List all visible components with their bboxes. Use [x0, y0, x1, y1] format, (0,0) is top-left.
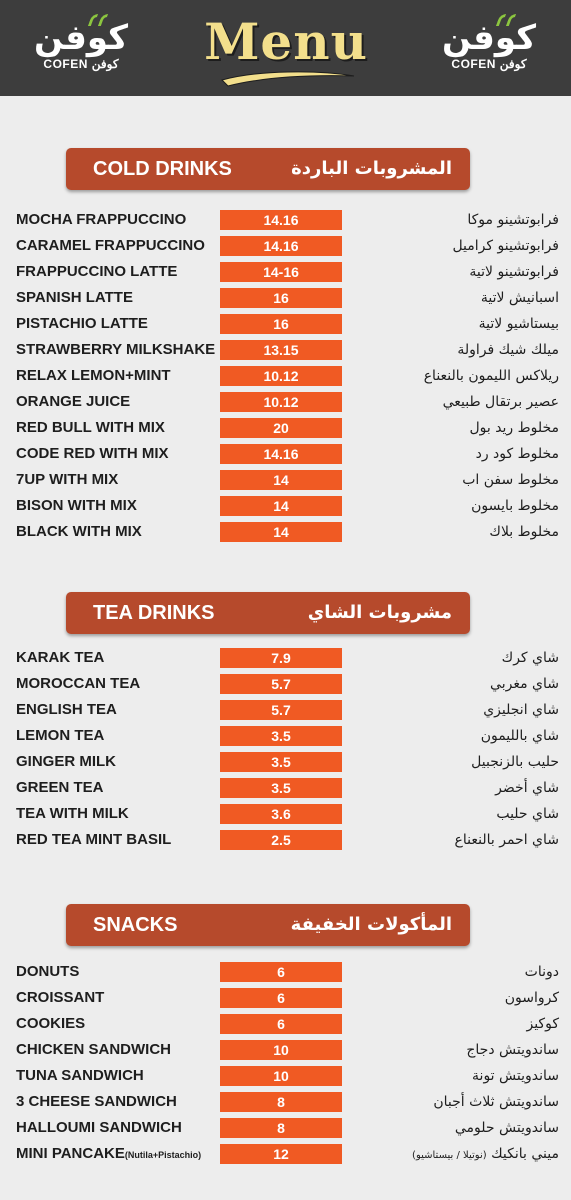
item-name — [16, 724, 104, 748]
item-name-ar — [471, 750, 559, 774]
item-name-ar-text: فرابوتشينو موكا — [467, 212, 559, 228]
item-name-ar-text: اسبانيش لاتية — [480, 290, 559, 306]
item-name-text: MOROCCAN TEA — [16, 675, 141, 692]
item-price: 14 — [220, 522, 342, 542]
item-name-ar — [467, 208, 559, 232]
item-name-text: COOKIES — [16, 1015, 86, 1032]
menu-item — [0, 750, 571, 774]
item-name — [16, 1064, 144, 1088]
menu-item — [0, 1064, 571, 1088]
menu-item — [0, 234, 571, 258]
item-name-text: GREEN TEA — [16, 779, 104, 796]
item-price: 16 — [220, 288, 342, 308]
item-name — [16, 416, 165, 440]
item-price: 14 — [220, 496, 342, 516]
item-name-ar-text: شاي احمر بالنعناع — [454, 832, 559, 848]
item-name-ar-text: شاي انجليزي — [483, 702, 559, 718]
item-name-ar — [490, 672, 559, 696]
menu-item — [0, 802, 571, 826]
item-name-ar-text: ميلك شيك فراولة — [457, 342, 559, 358]
item-price: 14 — [220, 470, 342, 490]
item-name-text: BISON WITH MIX — [16, 497, 137, 514]
item-name-ar — [495, 776, 559, 800]
item-name — [16, 1012, 85, 1036]
item-name-ar-text: ريلاكس الليمون بالنعناع — [423, 368, 559, 384]
item-name-ar — [469, 260, 559, 284]
item-name — [16, 1038, 171, 1062]
item-name-text: 3 CHEESE SANDWICH — [16, 1093, 177, 1110]
item-name-text: STRAWBERRY MILKSHAKE — [16, 341, 216, 358]
item-name-text: GINGER MILK — [16, 753, 116, 770]
item-name-ar-text: مخلوط ريد بول — [469, 420, 559, 436]
item-name-ar — [424, 364, 559, 388]
item-name — [16, 1142, 201, 1167]
logo-mark: كوفن — [34, 18, 128, 58]
item-name-ar-text: مخلوط بايسون — [471, 498, 559, 514]
item-name-ar-text: شاي أخضر — [495, 780, 559, 796]
menu-item — [0, 698, 571, 722]
item-name — [16, 208, 186, 232]
item-name-text: TEA WITH MILK — [16, 805, 129, 822]
item-name-ar — [466, 1038, 559, 1062]
item-price: 14-16 — [220, 262, 342, 282]
section-title-ar: مشروبات الشاي — [307, 602, 452, 623]
section-header — [66, 904, 470, 946]
item-name-text: RED TEA MINT BASIL — [16, 831, 172, 848]
item-name-text: PISTACHIO LATTE — [16, 315, 148, 332]
item-name-ar-text: كرواسون — [504, 990, 559, 1006]
item-price: 20 — [220, 418, 342, 438]
steam-icon — [88, 14, 114, 28]
item-name-ar-text: ميني بانكيك — [491, 1146, 559, 1162]
item-name-ar-text: فرابوتشينو لاتية — [469, 264, 559, 280]
item-name — [16, 672, 140, 696]
item-name-ar-text: شاي مغربي — [490, 676, 559, 692]
item-name — [16, 364, 171, 388]
item-price: 7.9 — [220, 648, 342, 668]
section-title-en: TEA DRINKS — [93, 602, 215, 624]
item-name-ar — [462, 468, 559, 492]
menu-header — [0, 0, 571, 96]
item-name-ar-text: مخلوط سفن اب — [462, 472, 559, 488]
menu-item — [0, 520, 571, 544]
item-name-ar — [526, 1012, 559, 1036]
item-name-ar — [479, 312, 559, 336]
item-name-ar — [505, 986, 559, 1010]
item-name-ar-note: (نوتيلا / بيستاشيو) — [412, 1150, 487, 1161]
item-name-text: MOCHA FRAPPUCCINO — [16, 211, 187, 228]
item-name-ar-text: شاي حليب — [496, 806, 559, 822]
item-price: 12 — [220, 1144, 342, 1164]
item-name-ar-text: مخلوط بلاك — [489, 524, 559, 540]
item-price: 5.7 — [220, 674, 342, 694]
item-name — [16, 260, 177, 284]
item-name-ar-text: حليب بالزنجبيل — [471, 754, 559, 770]
section-title-ar: المأكولات الخفيفة — [290, 914, 452, 935]
item-name — [16, 750, 116, 774]
item-name-text: RELAX LEMON+MINT — [16, 367, 171, 384]
item-name-ar — [481, 286, 559, 310]
brand-logo-left — [22, 20, 140, 80]
item-name-ar — [433, 1090, 559, 1114]
item-name-ar-text: بيستاشيو لاتية — [478, 316, 559, 332]
item-name-ar-text: ساندويتش حلومي — [454, 1120, 559, 1136]
item-name-ar — [469, 416, 559, 440]
item-name-text: DONUTS — [16, 963, 80, 980]
item-name — [16, 828, 171, 852]
item-name-text: KARAK TEA — [16, 649, 105, 666]
item-price: 13.15 — [220, 340, 342, 360]
item-price: 10.12 — [220, 392, 342, 412]
logo-subtitle: COFEN كوفن — [451, 57, 527, 71]
item-price: 16 — [220, 314, 342, 334]
item-name-text: 7UP WITH MIX — [16, 471, 119, 488]
item-name-ar-text: فرابوتشينو كراميل — [452, 238, 559, 254]
item-name-text: RED BULL WITH MIX — [16, 419, 165, 436]
item-price: 10 — [220, 1066, 342, 1086]
item-name-ar — [412, 1142, 559, 1168]
item-name-ar-text: دونات — [524, 964, 559, 980]
item-name — [16, 986, 104, 1010]
item-price: 3.5 — [220, 752, 342, 772]
item-name — [16, 338, 215, 362]
menu-item — [0, 724, 571, 748]
item-price: 14.16 — [220, 236, 342, 256]
menu-item — [0, 986, 571, 1010]
menu-item — [0, 364, 571, 388]
item-name — [16, 468, 118, 492]
section-header — [66, 592, 470, 634]
section-title-en: SNACKS — [93, 914, 178, 936]
item-name-ar — [457, 338, 559, 362]
section-title-en: COLD DRINKS — [93, 158, 232, 180]
item-name — [16, 312, 148, 336]
item-name-ar — [525, 960, 559, 984]
menu-item — [0, 468, 571, 492]
title-underline-swoosh — [218, 66, 358, 88]
menu-item — [0, 1142, 571, 1166]
menu-item — [0, 960, 571, 984]
item-name-text: CODE RED WITH MIX — [16, 445, 169, 462]
item-name — [16, 390, 130, 414]
menu-item — [0, 338, 571, 362]
menu-item — [0, 646, 571, 670]
menu-title — [200, 10, 372, 90]
item-name-text: CROISSANT — [16, 989, 105, 1006]
item-name-ar — [455, 1116, 559, 1140]
menu-item — [0, 1012, 571, 1036]
item-name-ar — [452, 234, 559, 258]
item-name-ar — [489, 520, 559, 544]
menu-item — [0, 260, 571, 284]
item-name-ar — [476, 442, 559, 466]
item-price: 8 — [220, 1092, 342, 1112]
item-name-text: FRAPPUCCINO LATTE — [16, 263, 178, 280]
item-name-text: ENGLISH TEA — [16, 701, 117, 718]
item-price: 10.12 — [220, 366, 342, 386]
item-price: 14.16 — [220, 444, 342, 464]
item-name-ar — [502, 646, 559, 670]
item-name-note: (Nutila+Pistachio) — [124, 1150, 202, 1160]
item-price: 2.5 — [220, 830, 342, 850]
item-price: 8 — [220, 1118, 342, 1138]
menu-item — [0, 1090, 571, 1114]
item-name-text: CARAMEL FRAPPUCCINO — [16, 237, 205, 254]
item-name-ar-text: ساندويتش دجاج — [466, 1042, 559, 1058]
menu-item — [0, 416, 571, 440]
menu-item — [0, 1038, 571, 1062]
item-name — [16, 520, 142, 544]
item-name-ar — [483, 698, 559, 722]
item-name-ar-text: عصير برتقال طبيعي — [442, 394, 559, 410]
item-price: 6 — [220, 962, 342, 982]
menu-item — [0, 494, 571, 518]
item-name — [16, 286, 133, 310]
item-name — [16, 494, 137, 518]
item-name-ar — [443, 390, 559, 414]
menu-item — [0, 312, 571, 336]
item-name-text: SPANISH LATTE — [16, 289, 133, 306]
item-price: 5.7 — [220, 700, 342, 720]
item-name — [16, 1090, 177, 1114]
item-name-text: ORANGE JUICE — [16, 393, 131, 410]
item-price: 14.16 — [220, 210, 342, 230]
item-name-ar-text: ساندويتش تونة — [472, 1068, 559, 1084]
section-header — [66, 148, 470, 190]
menu-item — [0, 208, 571, 232]
item-name-ar-text: مخلوط كود رد — [475, 446, 559, 462]
item-name-text: BLACK WITH MIX — [16, 523, 142, 540]
menu-item — [0, 286, 571, 310]
menu-item — [0, 776, 571, 800]
brand-logo-right — [430, 20, 548, 80]
item-name-ar — [471, 494, 559, 518]
item-name-ar — [472, 1064, 559, 1088]
item-name — [16, 234, 205, 258]
steam-icon — [496, 14, 522, 28]
item-price: 6 — [220, 1014, 342, 1034]
item-name-ar-text: شاي بالليمون — [480, 728, 559, 744]
item-name-text: MINI PANCAKE — [16, 1145, 125, 1162]
item-name-ar — [455, 828, 559, 852]
item-name-ar-text: كوكيز — [526, 1016, 559, 1032]
item-name-text: CHICKEN SANDWICH — [16, 1041, 171, 1058]
section-title-ar: المشروبات الباردة — [291, 158, 452, 179]
menu-title-text: Menu — [204, 12, 368, 71]
logo-subtitle: COFEN كوفن — [43, 57, 119, 71]
menu-item — [0, 1116, 571, 1140]
item-price: 6 — [220, 988, 342, 1008]
item-name-ar-text: شاي كرك — [501, 650, 559, 666]
item-name — [16, 776, 104, 800]
menu-item — [0, 390, 571, 414]
item-price: 10 — [220, 1040, 342, 1060]
item-name-ar — [496, 802, 559, 826]
item-name-text: LEMON TEA — [16, 727, 105, 744]
item-name-text: HALLOUMI SANDWICH — [16, 1119, 182, 1136]
item-price: 3.6 — [220, 804, 342, 824]
item-name-ar — [481, 724, 559, 748]
item-name-ar-text: ساندويتش ثلاث أجبان — [433, 1094, 559, 1110]
item-name — [16, 698, 117, 722]
item-name-text: TUNA SANDWICH — [16, 1067, 144, 1084]
item-name — [16, 960, 79, 984]
logo-mark: كوفن — [442, 18, 536, 58]
item-name — [16, 442, 169, 466]
menu-item — [0, 828, 571, 852]
item-name — [16, 802, 129, 826]
item-name — [16, 1116, 182, 1140]
item-price: 3.5 — [220, 726, 342, 746]
menu-item — [0, 672, 571, 696]
item-price: 3.5 — [220, 778, 342, 798]
menu-item — [0, 442, 571, 466]
item-name — [16, 646, 104, 670]
